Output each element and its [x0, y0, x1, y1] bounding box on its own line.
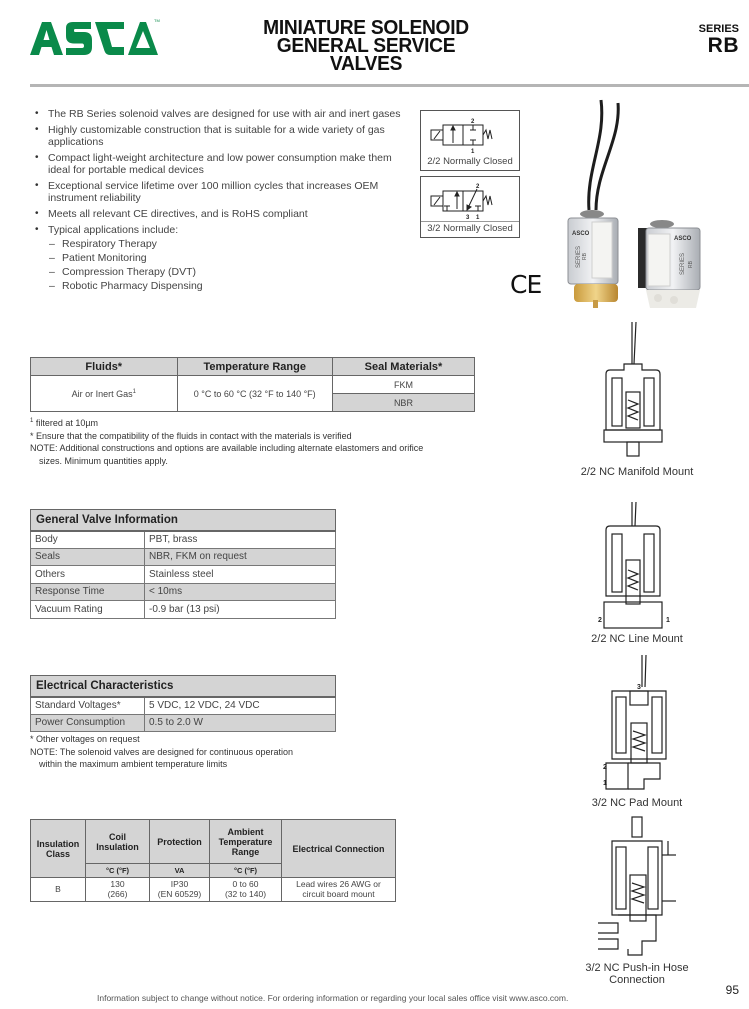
row-label: Body	[31, 531, 145, 549]
applications-list	[48, 238, 406, 292]
port-label: 2	[603, 764, 607, 771]
note-text: within the maximum ambient temperature limits	[39, 759, 228, 769]
valve-symbol-3-2-icon	[425, 181, 515, 221]
page-title	[234, 19, 499, 73]
feature-item: • Meets all relevant CE directives, and is RoHS compliant	[34, 208, 406, 220]
diagram-caption: 2/2 NC Line Mount	[591, 633, 683, 645]
column-header: Fluids*	[31, 358, 178, 376]
port-label: 2	[471, 119, 475, 125]
feature-item: • Highly customizable construction that is suitable for a wide variety of gas applications	[34, 124, 406, 148]
cell-protection	[150, 878, 210, 902]
header-line: Ambient	[227, 826, 264, 837]
feature-item: • Compact light-weight architecture and low power consumption make them ideal for portable medical devices	[34, 152, 406, 176]
table-row	[31, 566, 336, 584]
electrical-characteristics-table	[30, 675, 336, 732]
line-mount-diagram	[598, 500, 678, 630]
fluids-notes	[30, 416, 470, 468]
row-value: < 10ms	[145, 583, 336, 601]
fluid-cell	[31, 376, 178, 412]
asco-logo	[28, 18, 160, 58]
column-header: Seal Materials*	[332, 358, 474, 376]
series-code: RB	[707, 34, 739, 57]
photo-brand-label: ASCO	[572, 231, 590, 237]
row-label: Seals	[31, 548, 145, 566]
fluid-value: Air or Inert Gas	[71, 388, 133, 399]
product-photo	[566, 100, 736, 308]
general-valve-info-table	[30, 509, 336, 619]
symbol-caption: 3/2 Normally Closed	[421, 221, 519, 237]
table-row	[31, 531, 336, 549]
asterisk-note: * Other voltages on request	[30, 734, 140, 744]
header-line: Insulation	[96, 841, 139, 852]
symbol-caption: 2/2 Normally Closed	[427, 156, 513, 167]
photo-code-label: RB	[582, 253, 588, 260]
table-row	[31, 548, 336, 566]
cell-line: (32 to 140)	[224, 888, 267, 899]
header-divider	[30, 84, 749, 87]
electrical-notes	[30, 734, 350, 772]
note-text: NOTE: Additional constructions and options are available including alternate elastomers and orifice	[30, 443, 424, 453]
push-in-hose-diagram	[598, 815, 678, 960]
symbol-3-2-nc	[420, 176, 520, 238]
temperature-cell: 0 °C to 60 °C (32 °F to 140 °F)	[177, 376, 332, 412]
footnote-ref: 1	[132, 388, 136, 395]
coil-specs-table	[30, 819, 396, 902]
application-item: – Robotic Pharmacy Dispensing	[48, 280, 406, 292]
port-label: 1	[471, 149, 475, 155]
caption-line: 3/2 NC Push-in Hose	[585, 962, 689, 974]
diagram-caption: 3/2 NC Pad Mount	[591, 797, 683, 809]
cell-line: (EN 60529)	[157, 888, 202, 899]
title-line: MINIATURE SOLENOID	[263, 17, 469, 39]
cell-line: circuit board mount	[302, 888, 375, 899]
cell-ambient	[210, 878, 282, 902]
title-line: GENERAL SERVICE	[276, 35, 456, 57]
asterisk-note: * Ensure that the compatibility of the fluids in contact with the materials is verified	[30, 430, 352, 441]
unit-label: °C (°F)	[210, 864, 282, 878]
feature-item: • The RB Series solenoid valves are designed for use with air and inert gases	[34, 108, 406, 120]
cell-insulation-class: B	[31, 878, 86, 902]
feature-item: • Exceptional service lifetime over 100 million cycles that increases OEM instrument reliability	[34, 180, 406, 204]
caption-line: Connection	[609, 974, 665, 986]
header-ambient	[210, 820, 282, 864]
ce-mark: CE	[510, 270, 542, 299]
header-electrical-connection: Electrical Connection	[282, 820, 396, 878]
cell-line: IP30	[170, 879, 189, 889]
photo-series-label: SERIES	[576, 245, 582, 268]
application-item: – Compression Therapy (DVT)	[48, 266, 406, 278]
row-value: Stainless steel	[145, 566, 336, 584]
port-label: 3	[637, 684, 641, 691]
table-row	[31, 714, 336, 732]
port-label: 3	[466, 215, 470, 221]
fluids-table	[30, 357, 475, 412]
page-number: 95	[725, 983, 739, 997]
table-title: Electrical Characteristics	[31, 676, 336, 697]
trademark-mark: TM	[154, 18, 160, 23]
footnote	[30, 416, 470, 429]
application-item: – Respiratory Therapy	[48, 238, 406, 250]
diagram-caption: 2/2 NC Manifold Mount	[580, 466, 694, 478]
cell-line: Lead wires 26 AWG or	[296, 879, 381, 889]
row-label: Standard Voltages*	[31, 697, 145, 715]
cell-line: 130	[110, 879, 125, 889]
row-value: -0.9 bar (13 psi)	[145, 601, 336, 619]
cell-connection	[282, 878, 396, 902]
unit-label: °C (°F)	[86, 864, 150, 878]
symbol-2-2-nc	[420, 110, 520, 171]
seal-cell: NBR	[332, 394, 474, 412]
photo-code-label: RB	[688, 261, 694, 268]
cell-coil-insulation	[86, 878, 150, 902]
note-text: sizes. Minimum quantities apply.	[39, 455, 168, 466]
header-protection: Protection	[150, 820, 210, 864]
column-header: Temperature Range	[177, 358, 332, 376]
row-label: Response Time	[31, 583, 145, 601]
row-label: Power Consumption	[31, 714, 145, 732]
pad-mount-diagram	[604, 653, 684, 793]
header-line: Insulation	[36, 838, 80, 849]
application-item: – Patient Monitoring	[48, 252, 406, 264]
applications-heading: Typical applications include:	[48, 224, 179, 236]
port-label: 1	[666, 617, 670, 624]
port-label: 2	[598, 617, 602, 624]
port-label: 2	[476, 184, 480, 190]
table-row	[31, 697, 336, 715]
note-text: NOTE: The solenoid valves are designed for continuous operation	[30, 746, 293, 757]
header-insulation-class	[31, 820, 86, 878]
table-row	[31, 601, 336, 619]
header-line: Class	[45, 848, 71, 859]
valve-symbol-2-2-icon	[425, 115, 515, 155]
cell-line: (266)	[107, 888, 128, 899]
footer-disclaimer: Information subject to change without notice. For ordering information or regarding your local sales office visit www.asco.com.	[97, 993, 569, 1003]
diagram-caption	[552, 962, 722, 986]
port-label: 1	[603, 780, 607, 787]
row-value: PBT, brass	[145, 531, 336, 549]
table-row	[31, 583, 336, 601]
header-line: Temperature	[218, 836, 273, 847]
series-badge	[699, 23, 739, 57]
feature-list	[34, 108, 406, 296]
row-value: 0.5 to 2.0 W	[145, 714, 336, 732]
header-line: Coil	[109, 831, 126, 842]
header-line: Range	[231, 846, 260, 857]
header-coil-insulation	[86, 820, 150, 864]
title-line: VALVES	[329, 53, 403, 75]
seal-cell: FKM	[332, 376, 474, 394]
row-label: Others	[31, 566, 145, 584]
manifold-mount-diagram	[598, 320, 678, 460]
footnote-mark: 1	[30, 418, 34, 424]
row-label: Vacuum Rating	[31, 601, 145, 619]
table-title: General Valve Information	[31, 510, 336, 531]
footnote-text: filtered at 10µm	[33, 418, 99, 428]
row-value: NBR, FKM on request	[145, 548, 336, 566]
row-value: 5 VDC, 12 VDC, 24 VDC	[145, 697, 336, 715]
table-row	[31, 878, 396, 902]
feature-item	[34, 224, 406, 292]
port-label: 1	[476, 215, 480, 221]
unit-label: VA	[150, 864, 210, 878]
cell-line: 0 to 60	[232, 879, 259, 889]
photo-series-label: SERIES	[680, 252, 686, 275]
series-label: SERIES	[698, 23, 739, 35]
photo-brand-label: ASCO	[674, 236, 692, 242]
